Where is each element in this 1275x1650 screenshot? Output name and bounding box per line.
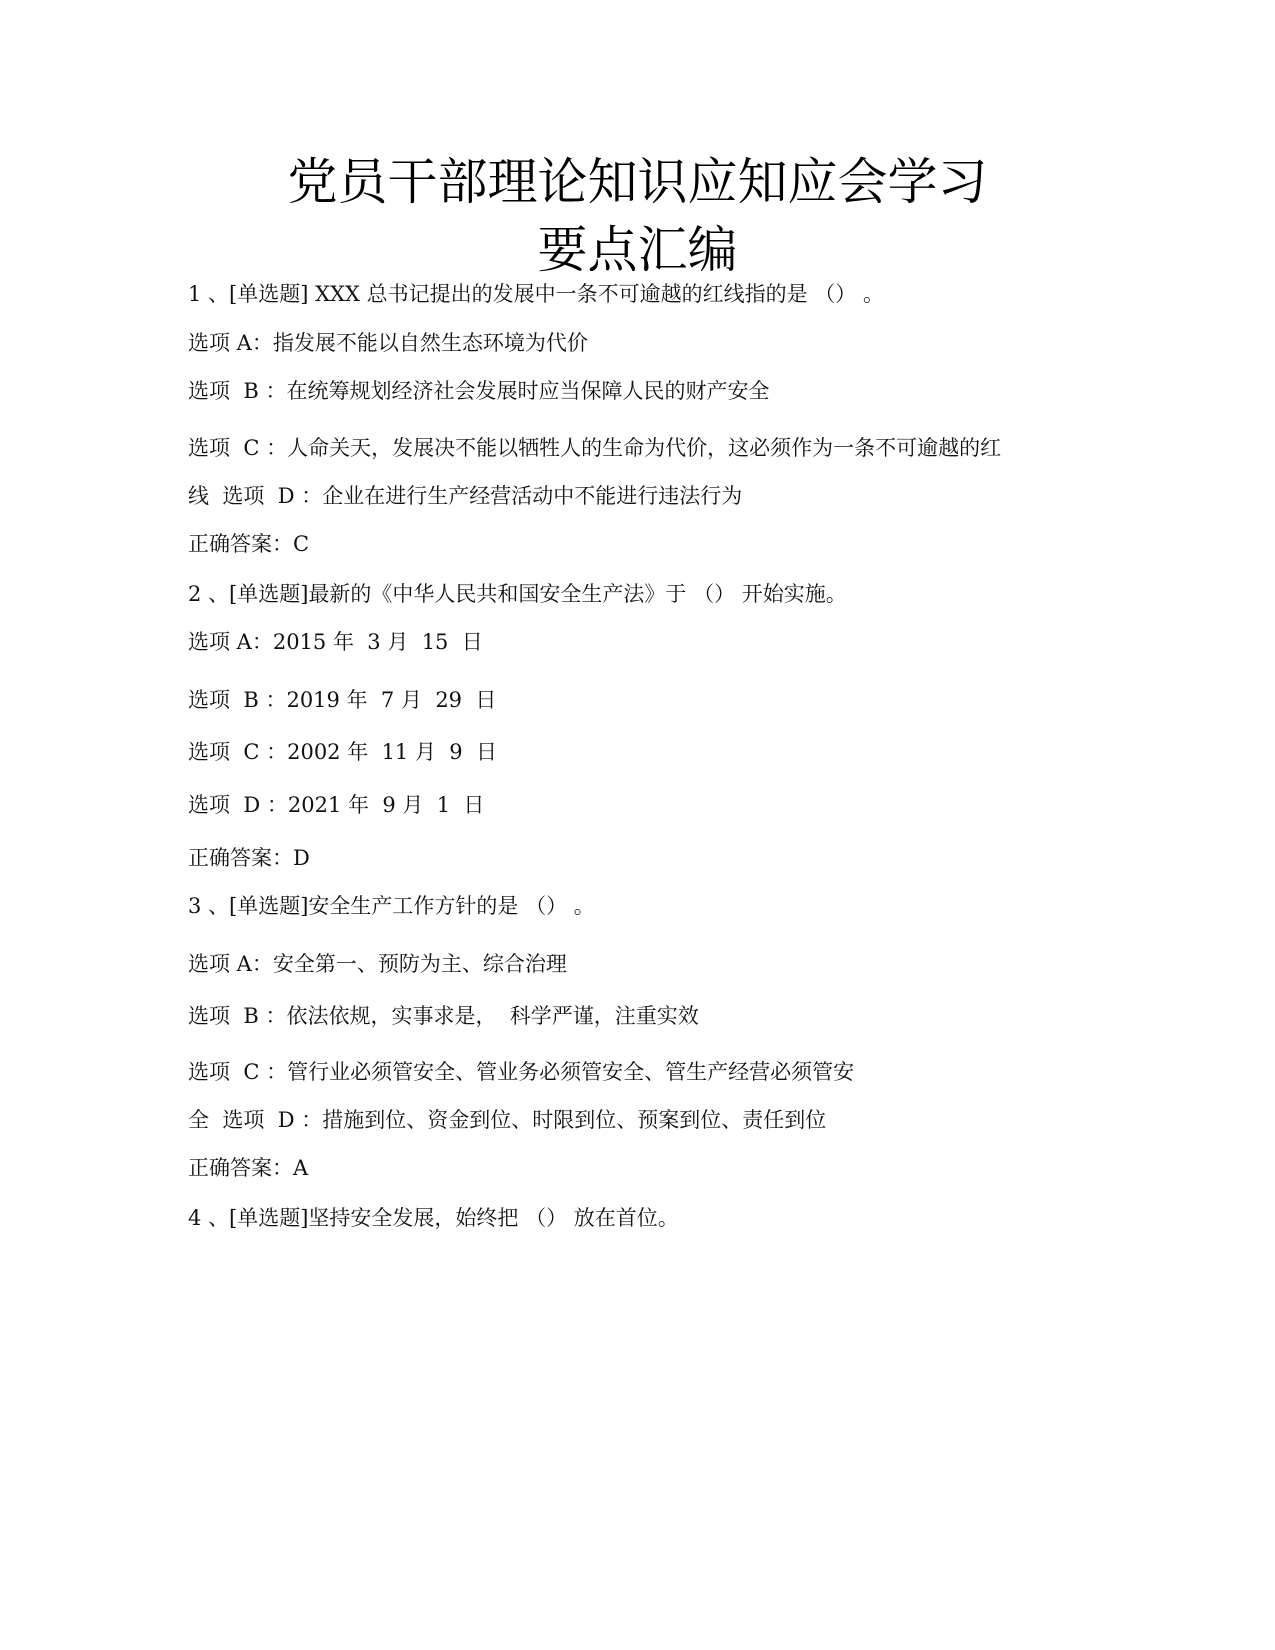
document-title-line-1: 党员干部理论知识应知应会学习 bbox=[287, 153, 988, 211]
question-2-option-d: 选项 D ：2021 年 9 月 1 日 bbox=[188, 793, 485, 817]
document-title-line-2: 要点汇编 bbox=[537, 221, 738, 279]
question-3-answer: 正确答案：A bbox=[188, 1156, 309, 1180]
question-1-option-b: 选项 B ：在统筹规划经济社会发展时应当保障人民的财产安全 bbox=[188, 379, 770, 403]
question-2-option-b: 选项 B ：2019 年 7 月 29 日 bbox=[188, 688, 497, 712]
question-1-option-c: 选项 C ：人命关天，发展决不能以牺牲人的生命为代价，这必须作为一条不可逾越的红 bbox=[188, 436, 1002, 460]
question-3-option-a: 选项 A：安全第一、预防为主、综合治理 bbox=[188, 952, 567, 976]
question-3-option-d: 全 选项 D ：措施到位、资金到位、时限到位、预案到位、责任到位 bbox=[188, 1108, 827, 1132]
question-3-option-c: 选项 C ：管行业必须管安全、管业务必须管安全、管生产经营必须管安 bbox=[188, 1060, 855, 1084]
question-1-stem: 1 、[单选题] XXX 总书记提出的发展中一条不可逾越的红线指的是 （） 。 bbox=[188, 282, 884, 306]
question-3-option-b: 选项 B ：依法依规，实事求是， 科学严谨，注重实效 bbox=[188, 1004, 699, 1028]
question-1-answer: 正确答案：C bbox=[188, 532, 310, 556]
question-2-answer: 正确答案：D bbox=[188, 846, 310, 870]
question-2-option-c: 选项 C ：2002 年 11 月 9 日 bbox=[188, 740, 498, 764]
question-3-stem: 3 、[单选题]安全生产工作方针的是 （） 。 bbox=[188, 894, 595, 918]
question-2-option-a: 选项 A：2015 年 3 月 15 日 bbox=[188, 630, 483, 654]
question-2-stem: 2 、[单选题]最新的《中华人民共和国安全生产法》于 （） 开始实施。 bbox=[188, 582, 847, 606]
question-1-option-a: 选项 A：指发展不能以自然生态环境为代价 bbox=[188, 331, 588, 355]
question-1-option-d: 线 选项 D ：企业在进行生产经营活动中不能进行违法行为 bbox=[188, 484, 743, 508]
question-4-stem: 4 、[单选题]坚持安全发展，始终把 （） 放在首位。 bbox=[188, 1206, 679, 1230]
